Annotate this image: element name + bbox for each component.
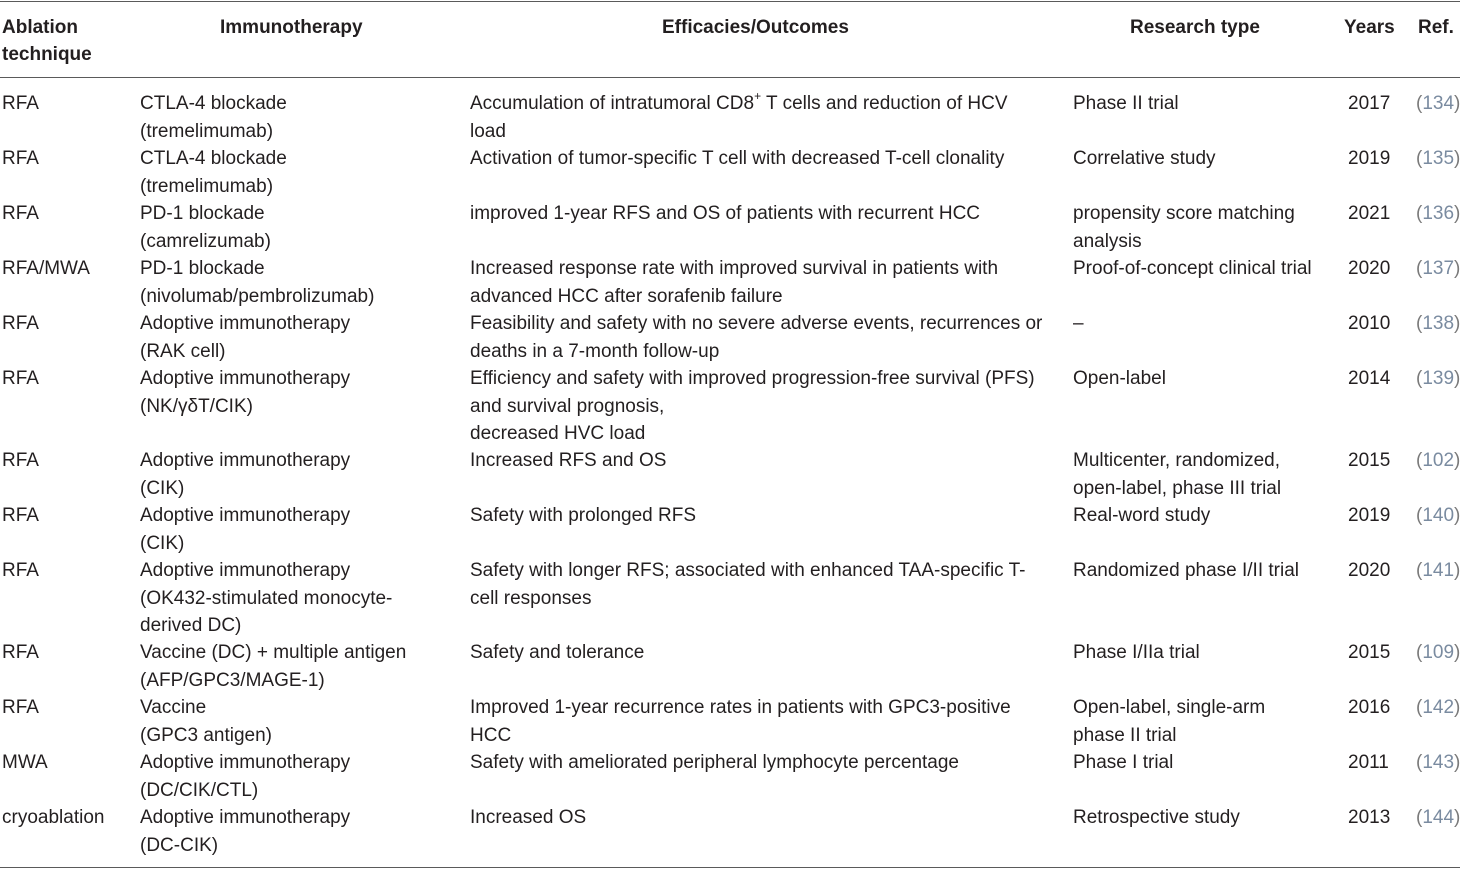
immunotherapy-cell-line: derived DC) (140, 615, 242, 636)
research-type-cell (1073, 145, 1216, 173)
research-type-cell (1073, 639, 1200, 667)
immunotherapy-cell-line: PD-1 blockade (140, 203, 265, 224)
research-type-cell (1073, 200, 1295, 255)
immunotherapy-cell (140, 145, 287, 200)
technique-cell-line: MWA (2, 752, 48, 773)
research-type-cell-line: propensity score matching (1073, 203, 1295, 224)
ref-cell: (135) (1416, 148, 1460, 169)
immunotherapy-cell-line: Adoptive immunotherapy (140, 560, 351, 581)
technique-cell (2, 749, 48, 777)
research-type-cell-line: Phase I/IIa trial (1073, 642, 1200, 663)
efficacies-cell-line: Efficiency and safety with improved progression-free survival (PFS) (470, 368, 1035, 389)
header-rule (0, 77, 1460, 78)
immunotherapy-cell (140, 447, 350, 502)
efficacies-cell-line: cell responses (470, 587, 592, 609)
research-type-cell-line: Proof-of-concept clinical trial (1073, 258, 1312, 279)
research-type-cell-line: – (1073, 313, 1084, 334)
immunotherapy-cell-line: (CIK) (140, 477, 185, 499)
header-research-type: Research type (1130, 17, 1260, 38)
immunotherapy-cell-line: Adoptive immunotherapy (140, 505, 351, 526)
efficacies-cell (470, 502, 696, 530)
efficacies-cell-line: improved 1-year RFS and OS of patients with recurrent HCC (470, 203, 981, 224)
efficacies-cell (470, 557, 1026, 612)
technique-cell-line: RFA (2, 642, 39, 663)
efficacies-cell (470, 447, 666, 475)
year-cell: 2014 (1348, 368, 1391, 389)
efficacies-cell-line: Safety with longer RFS; associated with enhanced TAA-specific T- (470, 560, 1026, 581)
header-immunotherapy: Immunotherapy (220, 17, 363, 38)
immunotherapy-cell-line: (CIK) (140, 532, 185, 554)
research-type-cell (1073, 90, 1179, 118)
efficacies-cell-line: Safety and tolerance (470, 642, 645, 663)
year-cell: 2010 (1348, 313, 1391, 334)
efficacies-cell (470, 310, 1042, 365)
header-years: Years (1344, 17, 1395, 38)
research-type-cell (1073, 447, 1281, 502)
ref-cell: (142) (1416, 697, 1460, 718)
ref-cell: (109) (1416, 642, 1460, 663)
reference-link[interactable]: 144 (1422, 807, 1455, 828)
research-type-cell-line: Correlative study (1073, 148, 1216, 169)
immunotherapy-cell-line: (camrelizumab) (140, 230, 271, 252)
immunotherapy-cell-line: (GPC3 antigen) (140, 724, 273, 746)
ref-cell: (138) (1416, 313, 1460, 334)
technique-cell (2, 694, 39, 722)
technique-cell (2, 200, 39, 228)
ref-cell: (141) (1416, 560, 1460, 581)
technique-cell-line: RFA/MWA (2, 258, 90, 279)
efficacies-cell-line: HCC (470, 724, 512, 746)
research-type-cell-line: analysis (1073, 230, 1142, 252)
technique-cell (2, 310, 39, 338)
immunotherapy-cell-line: Adoptive immunotherapy (140, 313, 351, 334)
efficacies-cell (470, 804, 586, 832)
immunotherapy-cell (140, 90, 287, 145)
reference-link[interactable]: 141 (1422, 560, 1455, 581)
research-type-cell-line: Retrospective study (1073, 807, 1240, 828)
efficacies-cell-line: Increased OS (470, 807, 587, 828)
ref-cell: (139) (1416, 368, 1460, 389)
efficacies-cell-line: decreased HVC load (470, 423, 646, 444)
immunotherapy-cell-line: Vaccine (DC) + multiple antigen (140, 642, 407, 663)
reference-link[interactable]: 142 (1422, 697, 1455, 718)
immunotherapy-cell-line: (tremelimumab) (140, 120, 274, 142)
technique-cell-line: RFA (2, 148, 39, 169)
efficacies-cell-line: Feasibility and safety with no severe adverse events, recurrences or (470, 313, 1043, 334)
immunotherapy-cell-line: CTLA-4 blockade (140, 148, 287, 169)
header-efficacies: Efficacies/Outcomes (662, 17, 849, 38)
reference-link[interactable]: 109 (1422, 642, 1455, 663)
year-cell: 2015 (1348, 450, 1391, 471)
research-type-cell (1073, 749, 1173, 777)
research-type-cell-line: Randomized phase I/II trial (1073, 560, 1300, 581)
research-type-cell (1073, 557, 1299, 585)
efficacies-cell (470, 639, 644, 667)
research-type-cell (1073, 502, 1210, 530)
research-type-cell-line: Open-label, single-arm (1073, 697, 1266, 718)
immunotherapy-cell-line: (DC/CIK/CTL) (140, 779, 259, 801)
efficacies-cell-line: Safety with prolonged RFS (470, 505, 697, 526)
header-ablation-technique: Ablation technique (2, 17, 92, 65)
efficacies-cell (470, 365, 1035, 448)
research-type-cell-line: phase II trial (1073, 724, 1177, 746)
research-type-cell-line: Phase II trial (1073, 93, 1179, 114)
technique-cell (2, 90, 39, 118)
efficacies-cell-line: Safety with ameliorated peripheral lymphocyte percentage (470, 752, 959, 773)
efficacies-cell-line: Activation of tumor-specific T cell with decreased T-cell clonality (470, 148, 1005, 169)
table-top-rule (0, 1, 1460, 2)
year-cell: 2011 (1348, 752, 1389, 773)
immunotherapy-cell (140, 749, 350, 804)
immunotherapy-cell-line: (OK432-stimulated monocyte- (140, 587, 393, 609)
reference-link[interactable]: 139 (1422, 368, 1455, 389)
technique-cell-line: RFA (2, 93, 39, 114)
research-type-cell-line: Multicenter, randomized, (1073, 450, 1280, 471)
ref-cell: (136) (1416, 203, 1460, 224)
efficacies-cell (470, 255, 998, 310)
year-cell: 2017 (1348, 93, 1391, 114)
immunotherapy-cell-line: (NK/γδT/CIK) (140, 395, 253, 417)
immunotherapy-cell-line: PD-1 blockade (140, 258, 265, 279)
ref-cell: (143) (1416, 752, 1460, 773)
immunotherapy-cell-line: (AFP/GPC3/MAGE-1) (140, 669, 325, 691)
immunotherapy-cell-line: (nivolumab/pembrolizumab) (140, 285, 375, 307)
immunotherapy-cell (140, 365, 350, 420)
year-cell: 2020 (1348, 560, 1391, 581)
technique-cell (2, 145, 39, 173)
efficacies-cell-line: Accumulation of intratumoral CD8+ T cells and reduction of HCV (470, 88, 1008, 114)
reference-link[interactable]: 135 (1422, 148, 1455, 169)
technique-cell (2, 557, 39, 585)
reference-link[interactable]: 136 (1422, 203, 1455, 224)
immunotherapy-cell (140, 502, 350, 557)
efficacies-cell-line: deaths in a 7-month follow-up (470, 340, 720, 362)
immunotherapy-cell (140, 310, 350, 365)
immunotherapy-cell-line: (DC-CIK) (140, 834, 219, 856)
ref-cell: (134) (1416, 93, 1460, 114)
year-cell: 2016 (1348, 697, 1391, 718)
immunotherapy-cell-line: Adoptive immunotherapy (140, 368, 351, 389)
ref-cell: (137) (1416, 258, 1460, 279)
ref-cell: (102) (1416, 450, 1460, 471)
research-type-cell-line: Open-label (1073, 368, 1166, 389)
ref-cell: (140) (1416, 505, 1460, 526)
immunotherapy-cell (140, 255, 374, 310)
efficacies-cell (470, 145, 1004, 173)
immunotherapy-cell-line: Vaccine (140, 697, 207, 718)
efficacies-cell (470, 694, 1011, 749)
efficacies-cell-line: load (470, 120, 506, 142)
research-type-cell (1073, 804, 1240, 832)
immunotherapy-cell (140, 694, 272, 749)
research-type-cell (1073, 694, 1265, 749)
research-type-cell-line: Real-word study (1073, 505, 1211, 526)
immunotherapy-cell (140, 804, 350, 859)
technique-cell (2, 365, 39, 393)
reference-link[interactable]: 143 (1422, 752, 1455, 773)
year-cell: 2020 (1348, 258, 1391, 279)
ref-cell: (144) (1416, 807, 1460, 828)
year-cell: 2021 (1348, 203, 1391, 224)
technique-cell-line: RFA (2, 505, 39, 526)
table-bottom-rule (0, 867, 1460, 868)
immunotherapy-cell-line: (tremelimumab) (140, 175, 274, 197)
efficacies-cell-line: advanced HCC after sorafenib failure (470, 285, 783, 307)
immunotherapy-cell (140, 639, 406, 694)
year-cell: 2019 (1348, 505, 1391, 526)
immunotherapy-cell-line: Adoptive immunotherapy (140, 752, 351, 773)
immunotherapy-cell-line: CTLA-4 blockade (140, 93, 287, 114)
technique-cell-line: RFA (2, 313, 39, 334)
efficacies-cell (470, 749, 959, 777)
technique-cell (2, 447, 39, 475)
research-type-cell (1073, 310, 1084, 338)
efficacies-cell (470, 200, 980, 228)
reference-link[interactable]: 102 (1422, 450, 1455, 471)
year-cell: 2019 (1348, 148, 1391, 169)
header-ref: Ref. (1418, 17, 1454, 38)
reference-link[interactable]: 137 (1422, 258, 1455, 279)
technique-cell (2, 502, 39, 530)
year-cell: 2015 (1348, 642, 1391, 663)
immunotherapy-cell (140, 557, 392, 640)
efficacies-cell (470, 90, 1008, 145)
immunotherapy-cell-line: Adoptive immunotherapy (140, 450, 351, 471)
efficacies-cell-line: Increased response rate with improved survival in patients with (470, 258, 999, 279)
immunotherapy-cell (140, 200, 271, 255)
technique-cell-line: RFA (2, 368, 39, 389)
technique-cell-line: RFA (2, 203, 39, 224)
research-type-cell (1073, 365, 1166, 393)
immunotherapy-cell-line: Adoptive immunotherapy (140, 807, 351, 828)
efficacies-cell-line: and survival prognosis, (470, 395, 665, 417)
research-type-cell-line: Phase I trial (1073, 752, 1174, 773)
reference-link[interactable]: 138 (1422, 313, 1455, 334)
efficacies-cell-line: Improved 1-year recurrence rates in patients with GPC3-positive (470, 697, 1011, 718)
reference-link[interactable]: 134 (1422, 93, 1455, 114)
research-type-cell-line: open-label, phase III trial (1073, 477, 1282, 499)
technique-cell-line: RFA (2, 450, 39, 471)
immunotherapy-cell-line: (RAK cell) (140, 340, 226, 362)
technique-cell (2, 639, 39, 667)
reference-link[interactable]: 140 (1422, 505, 1455, 526)
technique-cell-line: cryoablation (2, 807, 105, 828)
technique-cell (2, 804, 104, 832)
technique-cell-line: RFA (2, 697, 39, 718)
year-cell: 2013 (1348, 807, 1391, 828)
technique-cell (2, 255, 90, 283)
technique-cell-line: RFA (2, 560, 39, 581)
research-type-cell (1073, 255, 1312, 283)
efficacies-cell-line: Increased RFS and OS (470, 450, 667, 471)
